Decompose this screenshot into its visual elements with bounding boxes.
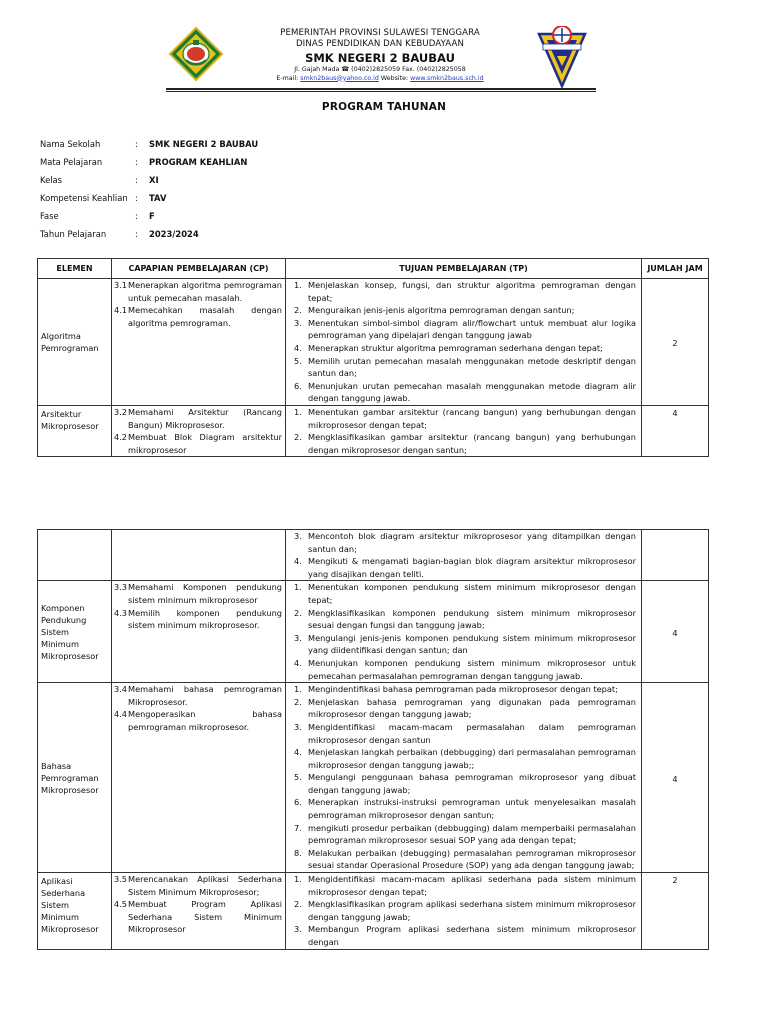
cp-text: Menerapkan algoritma pemrograman untuk pemecahan masalah. [128,280,282,303]
cp-text: Memilih komponen pendukung sistem minimum mikroprosesor. [128,607,282,631]
elemen-cell: Algoritma Pemrograman [38,279,112,406]
elemen-cell: Komponen Pendukung Sistem Minimum Mikroprosesor [38,581,112,683]
tp-text: Menunjukan urutan pemecahan masalah menggunakan metode diagram alir dengan tanggung jawab. [308,380,636,404]
cp-item [112,607,285,632]
tp-item [286,406,641,431]
tp-number: 5. [294,355,302,366]
info-value: SMK NEGERI 2 BAUBAU [149,139,259,149]
tp-number: 3. [294,632,302,643]
tp-text: Menentukan gambar arsitektur (rancang bangun) yang berhubungan dengan mikroprosesor dengan tepat; [308,406,636,430]
jumlah-jam-cell [642,530,709,581]
tp-item [286,847,641,872]
cp-number: 3.4 [114,684,128,695]
table-row [38,581,709,683]
tp-number: 7. [294,822,302,833]
info-row-school [40,138,258,156]
info-value: 2023/2024 [149,229,199,239]
tp-item [286,683,641,696]
program-table-page-2 [37,529,709,950]
info-label: Tahun Pelajaran [40,229,107,239]
tp-text: Menerapkan instruksi-instruksi pemrograman untuk menyelesaikan masalah pemrograman mikroprosesor dengan santun; [308,797,636,821]
cp-text: Memahami Arsitektur (Rancang Bangun) Mikroprosesor. [128,406,282,430]
info-row-subject [40,156,258,174]
website-label: Website: [380,74,409,82]
cp-item [112,708,285,733]
info-row-competency [40,192,258,210]
tp-text: Menentukan komponen pendukung sistem minimum mikroprosesor dengan tepat; [308,582,636,605]
tp-item [286,380,641,405]
header-tp: TUJUAN PEMBELAJARAN (TP) [286,259,642,279]
letterhead-rule-thin [166,91,596,92]
tp-item [286,530,641,555]
tp-text: Melakukan perbaikan (debugging) permasalahan pemrograman mikroprosesor sesuai standar Operasional Prosedure (SOP) yang ada dengan tanggung jawab; [308,847,636,871]
tp-number: 2. [294,305,302,316]
elemen-cell [38,530,112,581]
tp-text: Mengulangi penggunaan bahasa pemrograman mikroprosesor yang dibuat dengan tanggung jawab; [308,772,636,795]
school-logo-icon [537,26,587,88]
table-header-row [38,259,709,279]
school-address: Jl. Gajah Mada ☎ (0402)2825059 Fax. (0402)2825058 [294,66,466,73]
tp-number: 8. [294,847,302,858]
info-colon: : [135,193,138,203]
cp-number: 3.2 [114,406,128,417]
tp-item [286,822,641,847]
tp-text: Menunjukan komponen pendukung sistem minimum mikroprosesor untuk pemecahan permasalahan pemrograman dengan tanggung jawab. [308,657,636,681]
tp-text: Mengklasifikasikan program aplikasi sederhana sistem minimum mikroprosesor dengan tanggung jawab; [308,899,636,922]
table-row [38,405,709,456]
tp-number: 3. [294,721,302,732]
tp-number: 6. [294,380,302,391]
tp-text: Memilih urutan pemecahan masalah menggunakan metode deskriptif dengan santun dan; [308,355,636,379]
info-label: Mata Pelajaran [40,157,103,167]
tp-number: 6. [294,797,302,808]
info-value: TAV [149,193,167,203]
cp-item [112,683,285,708]
cp-text: Merencanakan Aplikasi Sederhana Sistem Minimum Mikroprosesor; [128,874,282,897]
info-row-year [40,228,258,246]
tp-text: Menentukan simbol-simbol diagram alir/flowchart untuk membuat alur logika pemrograman yang dipelajari dengan tanggung jawab [308,317,636,341]
tp-number: 1. [294,280,302,290]
tp-item [286,696,641,721]
cp-number: 3.3 [114,582,128,593]
cp-item [112,406,285,431]
cp-number: 4.3 [114,607,128,618]
info-label: Kelas [40,175,63,185]
header-jumlah-jam: JUMLAH JAM [642,259,709,279]
letterhead-text [240,28,520,83]
tp-cell [286,530,642,581]
tp-number: 1. [294,582,302,593]
email-link[interactable]: smkn2baus@yahoo.co.id [300,74,379,82]
tp-item [286,355,641,380]
tp-item [286,721,641,746]
tp-text: Menjelaskan langkah perbaikan (debbugging) dari permasalahan pemrograman mikroprosesor dengan tanggung jawab;; [308,747,636,770]
tp-number: 2. [294,607,302,618]
tp-text: mengikuti prosedur perbaikan (debbugging) dalam memperbaiki permasalahan pemrograman mikroprosesor sesuai SOP yang ada dengan tepat; [308,822,636,846]
website-link[interactable]: www.smkn2baus.sch.id [410,74,484,82]
tp-number: 1. [294,406,302,417]
info-value: XI [149,175,159,185]
info-colon: : [135,139,138,149]
tp-item [286,279,641,304]
info-label: Nama Sekolah [40,139,101,149]
jumlah-jam-cell: 4 [642,581,709,683]
tp-item [286,632,641,657]
tp-text: Mengklasifikasikan komponen pendukung sistem minimum mikroprosesor sesuai dengan fungsi dan tanggung jawab; [308,607,636,631]
cp-cell [112,279,286,406]
cp-number: 4.2 [114,432,128,443]
table-row [38,279,709,406]
department-name: DINAS PENDIDIKAN DAN KEBUDAYAAN [295,39,465,49]
tp-item [286,898,641,923]
tp-text: Menjelaskan konsep, fungsi, dan struktur algoritma pemrograman dengan tepat; [308,280,636,303]
tp-cell [286,873,642,950]
school-name: SMK NEGERI 2 BAUBAU [305,51,455,65]
tp-number: 3. [294,531,302,541]
tp-text: Mengidentifikasi macam-macam aplikasi sederhana pada sistem minimum mikroprosesor dengan tepat; [308,874,636,897]
tp-number: 5. [294,772,302,783]
letterhead [0,0,768,92]
cp-cell [112,581,286,683]
info-colon: : [135,157,138,167]
jumlah-jam-cell: 4 [642,683,709,873]
info-colon: : [135,229,138,239]
cp-item [112,279,285,304]
tp-text: Mengidentifikasi macam-macam permasalahan dalam pemrograman mikroprosesor dengan santun [308,721,636,745]
tp-item [286,555,641,580]
cp-text: Membuat Blok Diagram arsitektur mikroprosesor [128,432,282,455]
tp-text: Mengikuti & mengamati bagian-bagian blok diagram arsitektur mikroprosesor yang disajikan dengan teliti. [308,556,636,579]
cp-cell [112,873,286,950]
tp-number: 2. [294,432,302,443]
tp-item [286,796,641,821]
tp-number: 4. [294,342,302,353]
tp-number: 4. [294,556,302,567]
tp-number: 1. [294,684,302,695]
tp-number: 2. [294,696,302,707]
tp-cell [286,683,642,873]
jumlah-jam-cell: 2 [642,279,709,406]
cp-cell [112,683,286,873]
tp-text: Mencontoh blok diagram arsitektur mikroprosesor yang ditampilkan dengan santun dan; [308,531,636,554]
cp-text: Memahami Komponen pendukung sistem minimum mikroprosesor [128,582,282,605]
table-row [38,873,709,950]
tp-text: Menerapkan struktur algoritma pemrograman sederhana dengan tepat; [308,342,603,353]
tp-item [286,317,641,342]
cp-item [112,304,285,329]
tp-number: 3. [294,924,302,935]
table-row [38,530,709,581]
tp-text: Mengindentifikasi bahasa pemrograman pada mikroprosesor dengan tepat; [308,684,618,695]
tp-cell [286,405,642,456]
header-elemen: ELEMEN [38,259,112,279]
cp-cell [112,530,286,581]
document-title: PROGRAM TAHUNAN [321,101,447,113]
cp-item [112,898,285,936]
info-row-class [40,174,258,192]
tp-cell [286,279,642,406]
tp-item [286,746,641,771]
tp-item [286,342,641,355]
email-label: E-mail: [276,74,299,82]
tp-text: Membangun Program aplikasi sederhana sistem minimum mikroprosesor dengan [308,924,636,947]
tp-item [286,431,641,456]
cp-number: 4.1 [114,305,128,316]
tp-text: Mengklasifikasikan gambar arsitektur (rancang bangun) yang berhubungan dengan mikroprosesor dengan santun; [308,432,636,455]
info-colon: : [135,211,138,221]
info-row-phase [40,210,258,228]
elemen-cell: Arsitektur Mikroprosesor [38,405,112,456]
contact-line [240,75,520,84]
cp-number: 3.5 [114,874,128,885]
info-value: PROGRAM KEAHLIAN [149,157,248,167]
tp-number: 2. [294,899,302,910]
province-emblem-icon [168,26,224,82]
info-label: Kompetensi Keahlian [40,193,128,203]
tp-number: 3. [294,317,302,328]
table-row [38,683,709,873]
cp-number: 4.5 [114,899,128,910]
cp-number: 4.4 [114,709,128,720]
tp-text: Menjelaskan bahasa pemrograman yang digunakan pada pemrograman mikroprosesor dengan tanggung jawab; [308,696,636,720]
tp-item [286,581,641,606]
tp-cell [286,581,642,683]
tp-number: 4. [294,747,302,758]
tp-item [286,657,641,682]
info-label: Fase [40,211,59,221]
tp-number: 1. [294,874,302,885]
tp-number: 4. [294,657,302,668]
program-table-page-1 [37,258,709,457]
document-info [40,138,258,246]
info-colon: : [135,175,138,185]
tp-item [286,923,641,948]
cp-text: Memahami bahasa pemrograman Mikroprosesor. [128,684,282,707]
cp-item [112,873,285,898]
cp-text: Memecahkan masalah dengan algoritma pemrograman. [128,305,282,328]
cp-cell [112,405,286,456]
cp-item [112,431,285,456]
elemen-cell: Aplikasi Sederhana Sistem Minimum Mikroprosesor [38,873,112,950]
tp-item [286,771,641,796]
tp-item [286,873,641,898]
government-name: PEMERINTAH PROVINSI SULAWESI TENGGARA [280,28,480,38]
tp-item [286,304,641,317]
jumlah-jam-cell: 4 [642,405,709,456]
cp-number: 3.1 [114,280,128,290]
tp-item [286,607,641,632]
header-cp: CAPAPIAN PEMBELAJARAN (CP) [112,259,286,279]
cp-text: Membuat Program Aplikasi Sederhana Sistem Minimum Mikroprosesor [128,899,282,935]
tp-text: Menguraikan jenis-jenis algoritma pemrograman dengan santun; [308,305,575,316]
letterhead-rule [166,88,596,90]
cp-text: Mengoperasikan bahasa pemrograman mikroprosesor. [128,709,282,732]
elemen-cell: Bahasa Pemrograman Mikroprosesor [38,683,112,873]
tp-text: Mengulangi jenis-jenis komponen pendukung sistem minimum mikroprosesor yang diidentifikasi dengan santun; dan [308,632,636,656]
info-value: F [149,211,155,221]
cp-item [112,581,285,606]
jumlah-jam-cell: 2 [642,873,709,950]
